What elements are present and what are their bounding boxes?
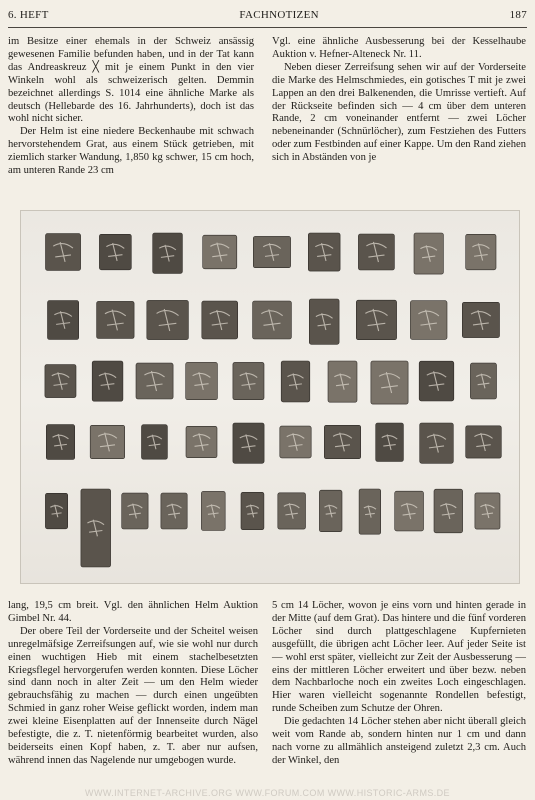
stamp-mark-tile (46, 425, 74, 460)
paragraph: im Besitze einer ehemals in der Schweiz ansässig gewesenen Familie befunden haben, und in der Tat kann das Andreaskreuz ╳ mit je einem Punkt in den vier Winkeln wohl als schweizerisch gelten. Demmin bezeichnet allerdings S. 1014 eine ähnliche Marke als deutsch (Hellebarde des 16. Jahrhunderts), doch ist das wohl nicht sicher. (8, 36, 254, 125)
stamp-mark-tile (280, 426, 311, 458)
stamp-mark-tile (410, 301, 447, 340)
column-top-right (272, 36, 526, 165)
photo-plate-armorer-marks (20, 210, 520, 584)
stamp-mark-tile (81, 489, 111, 567)
stamp-mark-tile (186, 362, 218, 399)
stamp-mark-tile (376, 423, 404, 462)
stamp-mark-tile (462, 302, 499, 337)
stamp-mark-tile (434, 489, 463, 533)
stamp-mark-tile (147, 300, 189, 339)
stamp-mark-tile (233, 423, 264, 463)
marks-photo (21, 211, 519, 583)
paragraph: Der Helm ist eine niedere Beckenhaube mit schwach hervorstehendem Grat, aus einem Stück getrieben, mit ziemlich starker Wandung, 1,850 kg schwer, 15 cm hoch, am unteren Rande 23 cm (8, 126, 254, 177)
stamp-mark-tile (466, 234, 496, 269)
stamp-mark-tile (202, 301, 238, 339)
stamp-mark-tile (420, 423, 454, 463)
issue-label: 6. HEFT (8, 9, 49, 21)
stamp-mark-tile (328, 361, 357, 402)
page-header (8, 4, 527, 26)
paragraph: Vgl. eine ähnliche Ausbesserung bei der Kesselhaube Auktion v. Hefner-Alteneck Nr. 11. (272, 36, 526, 60)
paragraph: Der obere Teil der Vorderseite und der Scheitel weisen unregelmäfsige Zerreifsungen auf, wie sie wohl nur durch einen wuchtigen Hieb mit einem stachelbesetzten Kriegsflegel hervorgerufen werden konnten. Diese Löcher sind dann noch in alter Zeit — um den Helm wieder gebrauchsfähig zu machen — durch einen ungeübten Schmied in ganz roher Weise geflickt worden, indem man zwei kleine Eisenplatten auf der Innenseite durch Nägel befestigte, die z. T. nietenförmig bearbeitet wurden, also beiderseits einen Kopf haben, z. T. aber nur aufsen, während innen das Nagelende nur umgebogen wurde. (8, 625, 258, 766)
column-bottom-right (272, 600, 526, 768)
stamp-mark-tile (153, 233, 183, 273)
stamp-mark-tile (99, 234, 131, 269)
stamp-mark-tile (142, 425, 168, 460)
stamp-mark-tile (92, 361, 123, 401)
stamp-mark-tile (319, 490, 342, 532)
stamp-mark-tile (97, 301, 135, 338)
column-bottom-left (8, 600, 258, 768)
stamp-mark-tile (466, 426, 502, 458)
paragraph: Die gedachten 14 Löcher stehen aber nicht überall gleich weit vom Rande ab, sondern hinten nur 1 cm und dann nach vorne zu allmählich ansteigend zuletzt 2,3 cm. Auch der Winkel, den (272, 716, 526, 766)
stamp-mark-tile (122, 493, 148, 529)
paragraph: lang, 19,5 cm breit. Vgl. den ähnlichen Helm Auktion Gimbel Nr. 44. (8, 600, 258, 624)
stamp-mark-tile (48, 301, 79, 340)
stamp-mark-tile (161, 493, 187, 529)
watermark: WWW.INTERNET-ARCHIVE.ORG WWW.FORUM.COM WWW.HISTORIC-ARMS.DE (85, 788, 450, 798)
stamp-mark-tile (201, 491, 225, 530)
stamp-mark-tile (136, 363, 173, 399)
stamp-mark-tile (241, 492, 264, 529)
stamp-mark-tile (371, 361, 408, 404)
stamp-mark-tile (308, 233, 340, 271)
paragraph: Neben dieser Zerreifsung sehen wir auf der Vorderseite die Marke des Helmschmiedes, ein gotisches T mit je zwei Lappen an den drei Balkenenden, die Umrisse vertieft. Auf der Rückseite befinden sich — 4 cm über dem unteren Rande, 2 cm voneinander entfernt — zwei Löcher nebeneinander (Schnürlöcher), zum Festziehen des Futters oder zum Festbinden auf einer Kappe. Um den Rand ziehen sich in Abständen von je (272, 61, 526, 164)
stamp-mark-tile (414, 233, 443, 274)
stamp-mark-tile (253, 301, 292, 339)
column-top-left (8, 36, 254, 178)
stamp-mark-tile (278, 493, 306, 529)
stamp-mark-tile (186, 426, 217, 457)
stamp-mark-tile (419, 361, 454, 401)
section-title: FACHNOTIZEN (239, 9, 319, 21)
stamp-mark-tile (358, 234, 394, 270)
stamp-mark-tile (45, 365, 76, 398)
header-rule (8, 27, 527, 28)
stamp-mark-tile (475, 493, 500, 529)
stamp-mark-tile (233, 362, 264, 399)
stamp-mark-tile (356, 300, 396, 340)
stamp-mark-tile (253, 236, 290, 267)
stamp-mark-tile (324, 425, 360, 458)
stamp-mark-tile (395, 491, 424, 531)
stamp-mark-tile (46, 234, 81, 271)
page-number: 187 (509, 9, 527, 21)
stamp-mark-tile (359, 489, 381, 534)
stamp-mark-tile (281, 361, 310, 402)
stamp-mark-tile (45, 493, 67, 529)
stamp-mark-tile (203, 235, 237, 269)
stamp-mark-tile (90, 425, 125, 458)
paragraph: 5 cm 14 Löcher, wovon je eins vorn und hinten gerade in der Mitte (auf dem Grat). Das hintere und die fünf vorderen Löcher sind durch plattgeschlagene Kupfernieten ausgefüllt, die übrigen acht Löcher leer. Auf jeder Seite ist — wohl erst später, vielleicht zur Zeit der Ausbesserung — eins der mittleren Löcher erweitert und über bezw. neben dem Nachbarloche noch ein zweites Loch eingeschlagen. Hier waren vielleicht sogenannte Rondellen befestigt, runde Scheiben zum Schutze der Ohren. (272, 600, 526, 715)
stamp-mark-tile (470, 363, 496, 399)
stamp-mark-tile (309, 299, 339, 344)
